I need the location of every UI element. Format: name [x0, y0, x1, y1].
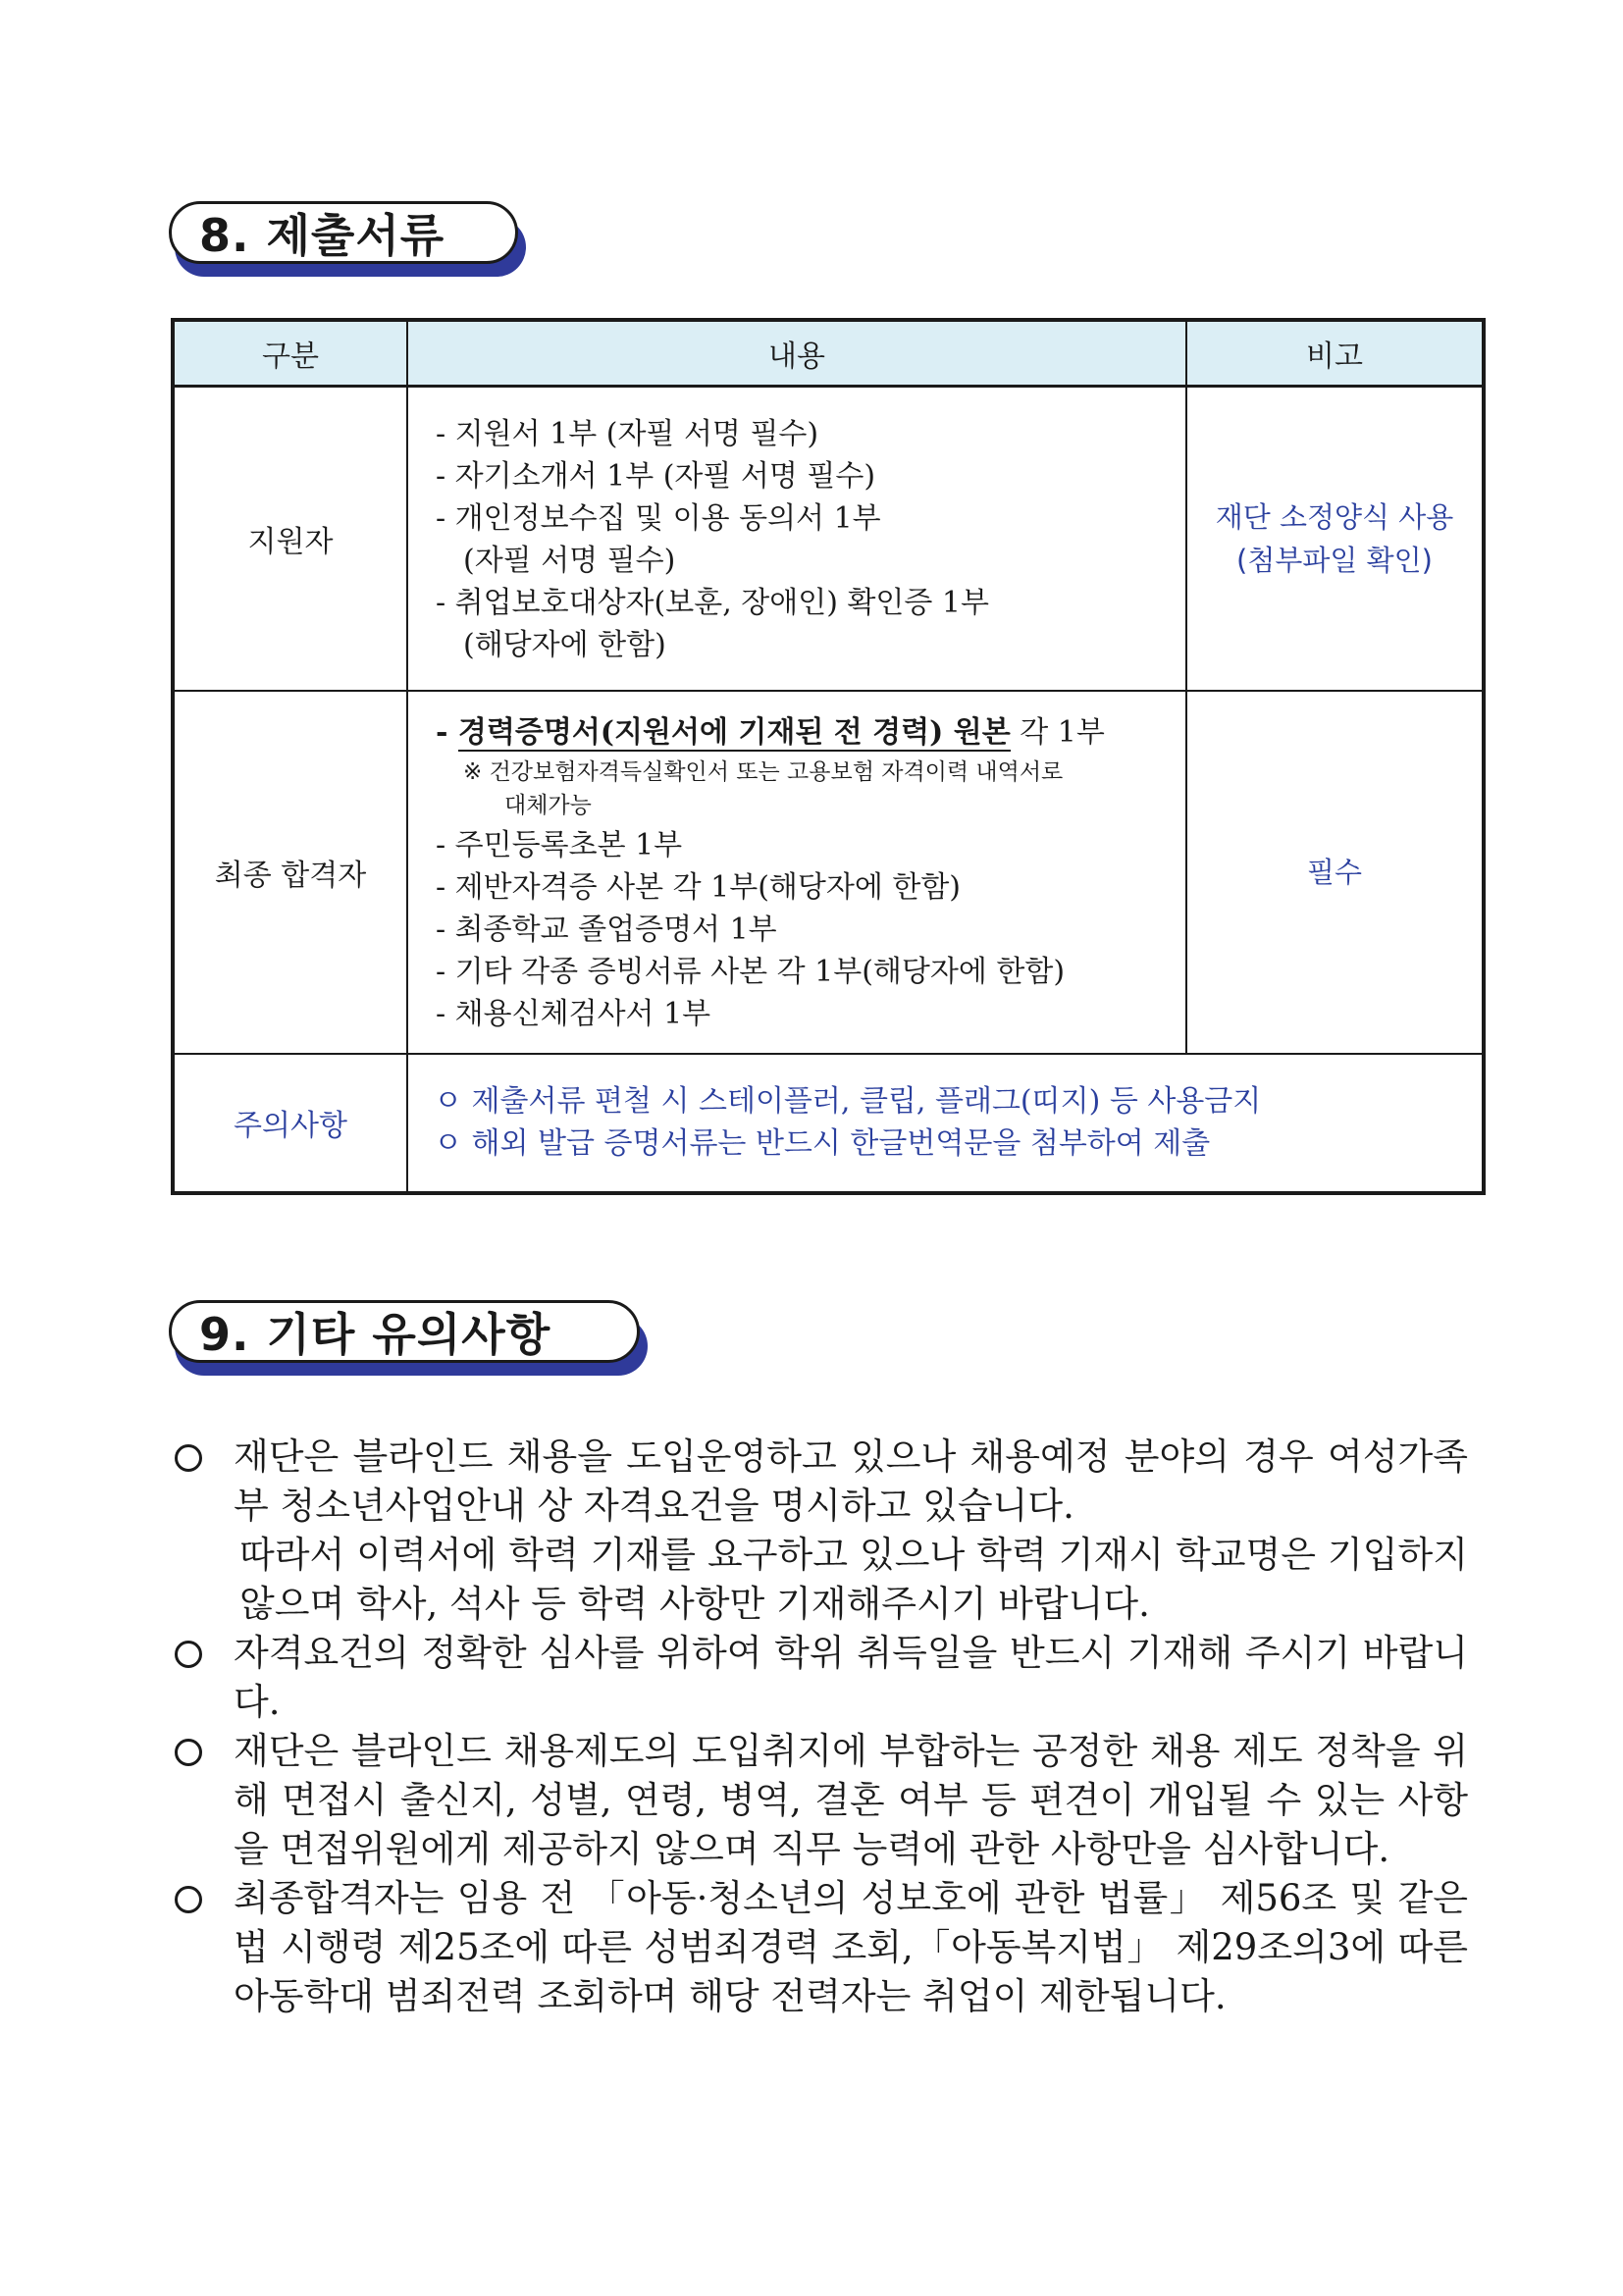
circle-bullet-icon	[175, 1641, 202, 1668]
list-item-career-certificate	[436, 711, 1176, 754]
table-row-applicant	[173, 387, 1484, 691]
list-item: - 지원서 1부 (자필 서명 필수)	[436, 416, 819, 451]
table-header-row	[173, 320, 1484, 387]
remark-line: (첨부파일 확인)	[1236, 543, 1433, 577]
final-documents	[407, 691, 1186, 1054]
final-remark: 필수	[1186, 691, 1484, 1054]
sub-note-cont: 대체가능	[504, 792, 592, 818]
section-9-title: 9. 기타 유의사항	[169, 1300, 640, 1363]
note-extra-text: 따라서 이력서에 학력 기재를 요구하고 있으나 학력 기재시 학교명은 기입하지 않으며 학사, 석사 등 학력 사항만 기재해주시기 바랍니다.	[239, 1534, 1468, 1625]
list-item: - 취업보호대상자(보훈, 장애인) 확인증 1부	[436, 585, 989, 620]
list-item: ㅇ 제출서류 편철 시 스테이플러, 클립, 플래그(띠지) 등 사용금지	[434, 1084, 1262, 1119]
list-item: - 자기소개서 1부 (자필 서명 필수)	[436, 458, 876, 494]
note-text: 재단은 블라인드 채용제도의 도입취지에 부합하는 공정한 채용 제도 정착을 위해 면접시 출신지, 성별, 연령, 병역, 결혼 여부 등 편견이 개입될 수 있는 사항을 면접위원에게 제공하지 않으며 직무 능력에 관한 사항만을 심사합니다.	[234, 1730, 1468, 1870]
circle-bullet-icon	[175, 1444, 202, 1472]
circle-bullet-icon	[175, 1739, 202, 1766]
sub-note	[436, 756, 1176, 822]
notes-list	[173, 1433, 1468, 2021]
header-remark: 비고	[1186, 320, 1484, 387]
list-item: - 제반자격증 사본 각 1부(해당자에 한함)	[436, 869, 962, 905]
note-text: 최종합격자는 임용 전 「아동·청소년의 성보호에 관한 법률」 제56조 및 같은 법 시행령 제25조에 따른 성범죄경력 조회,「아동복지법」 제29조의3에 따른 아동학대 범죄전력 조회하며 해당 전력자는 취업이 제한됩니다.	[234, 1877, 1468, 2017]
note-text: 자격요건의 정확한 심사를 위하여 학위 취득일을 반드시 기재해 주시기 바랍니다.	[234, 1632, 1468, 1723]
list-item: (해당자에 한함)	[463, 627, 666, 662]
item-suffix: 각 1부	[1010, 714, 1105, 750]
header-content: 내용	[407, 320, 1186, 387]
list-item: - 개인정보수집 및 이용 동의서 1부	[436, 500, 881, 536]
caution-category: 주의사항	[173, 1054, 407, 1193]
emphasized-text: 경력증명서(지원서에 기재된 전 경력) 원본	[457, 714, 1011, 750]
table-row-final	[173, 691, 1484, 1054]
list-item: - 채용신체검사서 1부	[436, 996, 711, 1031]
list-item: - 최종학교 졸업증명서 1부	[436, 912, 777, 947]
note-text: 재단은 블라인드 채용을 도입운영하고 있으나 채용예정 분야의 경우 여성가족부 청소년사업안내 상 자격요건을 명시하고 있습니다.	[234, 1435, 1468, 1527]
circle-bullet-icon	[175, 1886, 202, 1913]
list-item: ㅇ 해외 발급 증명서류는 반드시 한글번역문을 첨부하여 제출	[434, 1126, 1211, 1161]
list-item	[173, 1727, 1468, 1874]
sub-note-text: ※ 건강보험자격득실확인서 또는 고용보험 자격이력 내역서로	[463, 758, 1064, 785]
applicant-documents	[407, 387, 1186, 691]
list-item: - 주민등록초본 1부	[436, 827, 683, 862]
documents-table	[171, 318, 1486, 1195]
applicant-remark	[1186, 387, 1484, 691]
header-category: 구분	[173, 320, 407, 387]
list-item: (자필 서명 필수)	[463, 543, 676, 578]
table-row-caution	[173, 1054, 1484, 1193]
final-category: 최종 합격자	[173, 691, 407, 1054]
item-prefix: -	[436, 714, 458, 750]
list-item	[173, 1433, 1468, 1629]
caution-content	[407, 1054, 1484, 1193]
list-item	[173, 1629, 1468, 1727]
applicant-category: 지원자	[173, 387, 407, 691]
remark-line: 재단 소정양식 사용	[1215, 499, 1454, 534]
list-item	[173, 1874, 1468, 2021]
list-item: - 기타 각종 증빙서류 사본 각 1부(해당자에 한함)	[436, 954, 1066, 989]
section-8-title: 8. 제출서류	[169, 201, 518, 264]
